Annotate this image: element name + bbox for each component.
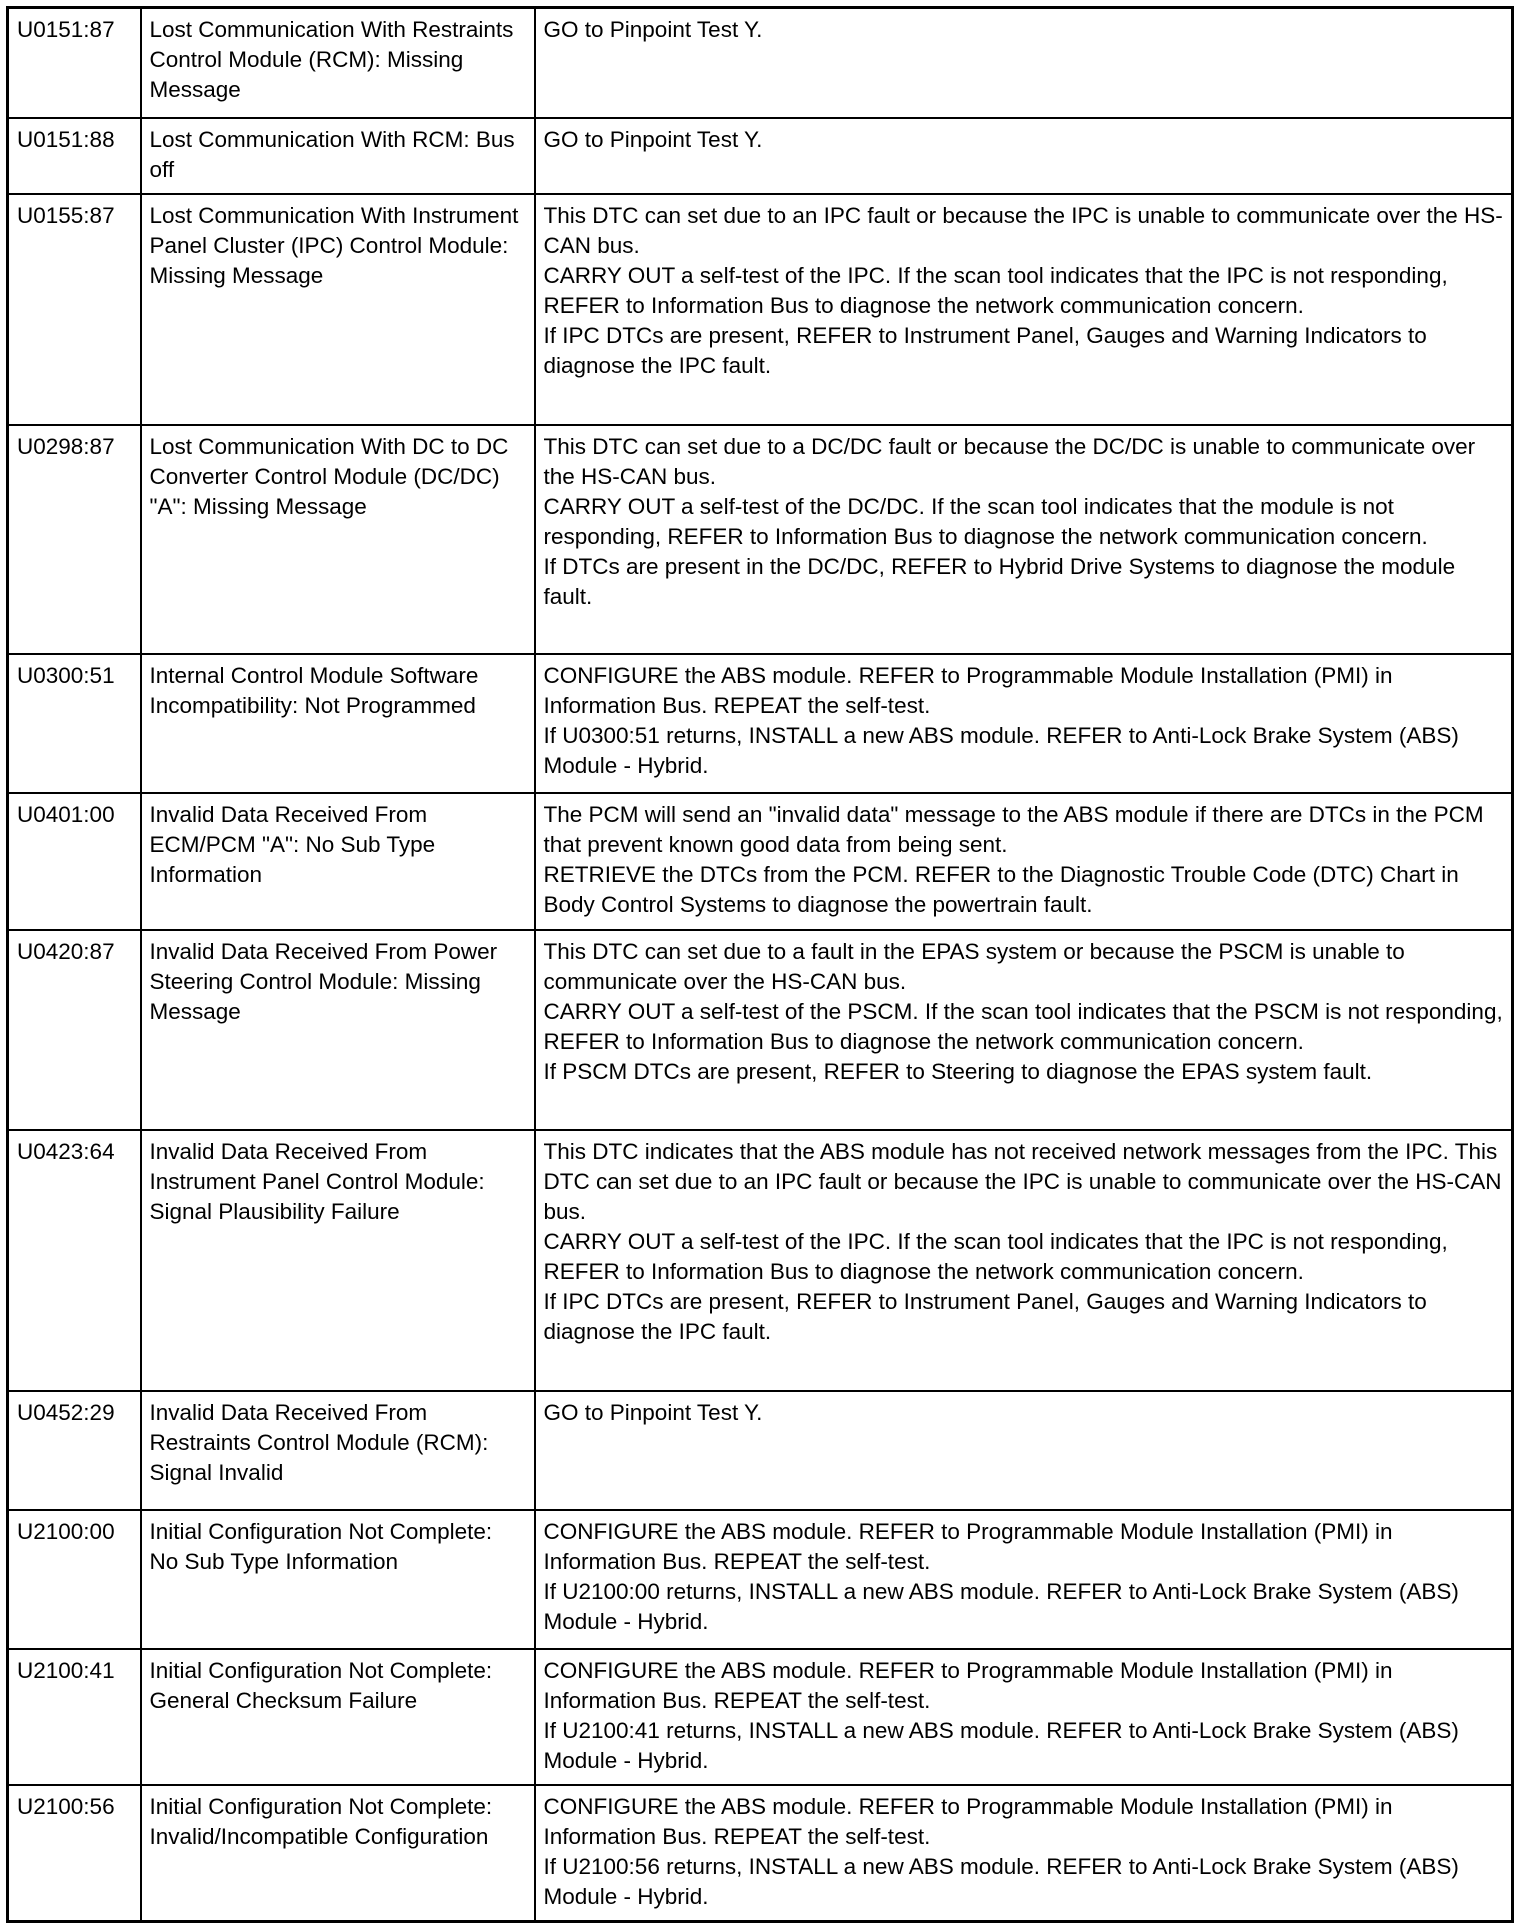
table-row: [8, 1649, 1513, 1785]
dtc-action: [535, 1785, 1513, 1922]
action-paragraph: RETRIEVE the DTCs from the PCM. REFER to the Diagnostic Trouble Code (DTC) Chart in Body Control Systems to diagnose the powertrain fault.: [543, 861, 1459, 917]
table-row: [8, 1785, 1513, 1922]
action-paragraph: CARRY OUT a self-test of the PSCM. If the scan tool indicates that the PSCM is not responding, REFER to Information Bus to diagnose the network communication concern.: [543, 998, 1503, 1054]
dtc-action: [535, 930, 1513, 1130]
action-paragraph: CONFIGURE the ABS module. REFER to Programmable Module Installation (PMI) in Information Bus. REPEAT the self-test.: [543, 1657, 1393, 1713]
dtc-description: Lost Communication With Restraints Control Module (RCM): Missing Message: [141, 8, 535, 118]
dtc-code: U0423:64: [8, 1130, 141, 1391]
dtc-code: U2100:41: [8, 1649, 141, 1785]
dtc-description: Lost Communication With DC to DC Converter Control Module (DC/DC) "A": Missing Message: [141, 425, 535, 654]
table-row: [8, 425, 1513, 654]
dtc-description: Internal Control Module Software Incompatibility: Not Programmed: [141, 654, 535, 793]
action-paragraph: If DTCs are present in the DC/DC, REFER to Hybrid Drive Systems to diagnose the module fault.: [543, 553, 1456, 609]
dtc-code: U0298:87: [8, 425, 141, 654]
table-row: [8, 118, 1513, 194]
action-paragraph: GO to Pinpoint Test Y.: [543, 1399, 763, 1425]
table-row: [8, 8, 1513, 118]
action-paragraph: This DTC can set due to a fault in the EPAS system or because the PSCM is unable to communicate over the HS-CAN bus.: [543, 938, 1405, 994]
dtc-code: U0452:29: [8, 1391, 141, 1510]
dtc-description: Invalid Data Received From Restraints Control Module (RCM): Signal Invalid: [141, 1391, 535, 1510]
action-paragraph: The PCM will send an "invalid data" message to the ABS module if there are DTCs in the PCM that prevent known good data from being sent.: [543, 801, 1484, 857]
table-row: [8, 793, 1513, 930]
action-paragraph: If U2100:56 returns, INSTALL a new ABS module. REFER to Anti-Lock Brake System (ABS) Module - Hybrid.: [543, 1853, 1459, 1909]
table-row: [8, 930, 1513, 1130]
dtc-description: Lost Communication With Instrument Panel Cluster (IPC) Control Module: Missing Message: [141, 194, 535, 425]
dtc-description: Lost Communication With RCM: Bus off: [141, 118, 535, 194]
dtc-action: [535, 1391, 1513, 1510]
dtc-action: [535, 425, 1513, 654]
action-paragraph: If U2100:41 returns, INSTALL a new ABS module. REFER to Anti-Lock Brake System (ABS) Module - Hybrid.: [543, 1717, 1459, 1773]
action-paragraph: If U2100:00 returns, INSTALL a new ABS module. REFER to Anti-Lock Brake System (ABS) Module - Hybrid.: [543, 1578, 1459, 1634]
action-paragraph: CARRY OUT a self-test of the DC/DC. If the scan tool indicates that the module is not responding, REFER to Information Bus to diagnose the network communication concern.: [543, 493, 1428, 549]
action-paragraph: CONFIGURE the ABS module. REFER to Programmable Module Installation (PMI) in Information Bus. REPEAT the self-test.: [543, 1793, 1393, 1849]
table-row: [8, 1510, 1513, 1649]
dtc-code: U0420:87: [8, 930, 141, 1130]
dtc-action: [535, 194, 1513, 425]
dtc-description: Invalid Data Received From Instrument Panel Control Module: Signal Plausibility Failure: [141, 1130, 535, 1391]
dtc-code: U0151:88: [8, 118, 141, 194]
dtc-action: [535, 1130, 1513, 1391]
dtc-code: U0300:51: [8, 654, 141, 793]
dtc-table: [6, 6, 1514, 1923]
dtc-description: Initial Configuration Not Complete: General Checksum Failure: [141, 1649, 535, 1785]
dtc-action: [535, 1510, 1513, 1649]
action-paragraph: This DTC can set due to a DC/DC fault or because the DC/DC is unable to communicate over the HS-CAN bus.: [543, 433, 1476, 489]
dtc-code: U2100:00: [8, 1510, 141, 1649]
table-row: [8, 1130, 1513, 1391]
action-paragraph: If IPC DTCs are present, REFER to Instrument Panel, Gauges and Warning Indicators to diagnose the IPC fault.: [543, 1288, 1427, 1344]
dtc-action: [535, 654, 1513, 793]
dtc-action: [535, 118, 1513, 194]
action-paragraph: If U0300:51 returns, INSTALL a new ABS module. REFER to Anti-Lock Brake System (ABS) Module - Hybrid.: [543, 722, 1459, 778]
dtc-code: U2100:56: [8, 1785, 141, 1922]
action-paragraph: CARRY OUT a self-test of the IPC. If the scan tool indicates that the IPC is not responding, REFER to Information Bus to diagnose the network communication concern.: [543, 1228, 1448, 1284]
table-row: [8, 1391, 1513, 1510]
dtc-action: [535, 8, 1513, 118]
action-paragraph: CARRY OUT a self-test of the IPC. If the scan tool indicates that the IPC is not responding, REFER to Information Bus to diagnose the network communication concern.: [543, 262, 1448, 318]
action-paragraph: GO to Pinpoint Test Y.: [543, 126, 763, 152]
dtc-description: Initial Configuration Not Complete: Invalid/Incompatible Configuration: [141, 1785, 535, 1922]
action-paragraph: CONFIGURE the ABS module. REFER to Programmable Module Installation (PMI) in Information Bus. REPEAT the self-test.: [543, 662, 1393, 718]
dtc-code: U0151:87: [8, 8, 141, 118]
dtc-description: Invalid Data Received From ECM/PCM "A": No Sub Type Information: [141, 793, 535, 930]
dtc-action: [535, 1649, 1513, 1785]
dtc-code: U0155:87: [8, 194, 141, 425]
action-paragraph: If PSCM DTCs are present, REFER to Steering to diagnose the EPAS system fault.: [543, 1058, 1373, 1084]
table-row: [8, 194, 1513, 425]
action-paragraph: GO to Pinpoint Test Y.: [543, 17, 763, 42]
action-paragraph: This DTC can set due to an IPC fault or because the IPC is unable to communicate over the HS-CAN bus.: [543, 202, 1503, 258]
action-paragraph: If IPC DTCs are present, REFER to Instrument Panel, Gauges and Warning Indicators to diagnose the IPC fault.: [543, 322, 1427, 378]
action-paragraph: CONFIGURE the ABS module. REFER to Programmable Module Installation (PMI) in Information Bus. REPEAT the self-test.: [543, 1518, 1393, 1574]
dtc-action: [535, 793, 1513, 930]
table-row: [8, 654, 1513, 793]
dtc-code: U0401:00: [8, 793, 141, 930]
dtc-description: Initial Configuration Not Complete: No Sub Type Information: [141, 1510, 535, 1649]
action-paragraph: This DTC indicates that the ABS module has not received network messages from the IPC. This DTC can set due to an IPC fault or because the IPC is unable to communicate over the HS-CAN bus.: [543, 1138, 1502, 1224]
dtc-description: Invalid Data Received From Power Steering Control Module: Missing Message: [141, 930, 535, 1130]
